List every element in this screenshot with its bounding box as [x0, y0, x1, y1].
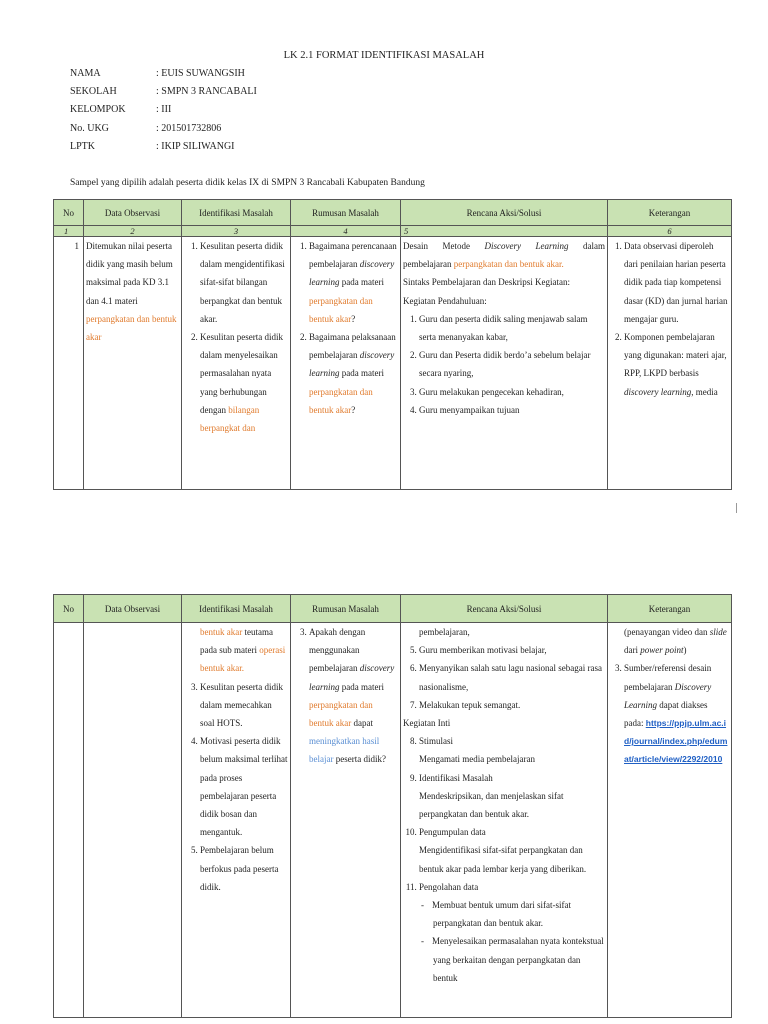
- step-title: 9. Identifikasi Masalah: [419, 772, 493, 783]
- keterangan-cell: [608, 623, 732, 1018]
- method-paragraph: [403, 237, 605, 273]
- question-highlight: perpangkatan dan bentuk akar: [309, 699, 373, 729]
- question-blue: meningkatkan hasil belajar: [309, 736, 380, 765]
- note-text: (penayangan video dan: [624, 627, 710, 637]
- question-text: ?: [351, 313, 356, 324]
- col-number: 2: [84, 226, 182, 237]
- meta-value: : EUIS SUWANGSIH: [156, 68, 245, 79]
- method-text: Desain Metode: [403, 241, 485, 251]
- list-item: 4. Guru menyampaikan tujuan: [419, 401, 605, 419]
- step-desc: Mengamati media pembelajaran: [419, 754, 535, 765]
- meta-row-sekolah: [70, 86, 257, 104]
- list-item: 5. Guru memberikan motivasi belajar,: [419, 641, 605, 659]
- note-text: dari: [624, 645, 641, 656]
- problem-continued: [184, 623, 288, 678]
- meta-label: NAMA: [70, 68, 101, 79]
- page-marker: [736, 503, 737, 513]
- col-number: 5: [401, 226, 608, 237]
- identification-table-2: [53, 594, 732, 1018]
- step-title: 8. Stimulasi: [419, 736, 454, 747]
- question-text: peserta didik?: [333, 754, 386, 765]
- header-data-observasi: Data Observasi: [84, 595, 182, 623]
- question-text: dapat: [351, 718, 373, 729]
- header-row: [54, 200, 732, 226]
- rumusan-cell: [291, 237, 401, 490]
- list-item: 1. Data observasi diperoleh dari penilaian harian peserta didik pada tiap kompetensi dasar (KD) dan jurnal harian mengajar guru.: [624, 237, 729, 328]
- list-item: 2. Guru dan Peserta didik berdo’a sebelum belajar secara nyaring,: [419, 346, 605, 382]
- meta-row-nama: [70, 68, 257, 86]
- meta-row-kelompok: [70, 104, 257, 122]
- question-italic: discovery learning: [309, 663, 395, 692]
- note-text: , media: [691, 386, 718, 397]
- action-continued: pembelajaran,: [419, 627, 470, 637]
- meta-label: KELOMPOK: [70, 104, 126, 116]
- method-highlight: perpangkatan dan bentuk akar.: [453, 259, 564, 270]
- list-item: [624, 328, 729, 401]
- method-text: dalam pembelajaran: [403, 241, 605, 270]
- data-observasi-cell: [84, 237, 182, 490]
- col-number: 1: [54, 226, 84, 237]
- header-keterangan: Keterangan: [608, 200, 732, 226]
- meta-row-lptk: [70, 141, 257, 159]
- question-italic: discovery learning: [309, 259, 395, 288]
- note-text: dapat diakses pada:: [624, 699, 708, 729]
- question-text: Bagaimana pelaksanaan pembelajaran: [309, 332, 396, 361]
- header-rencana-aksi: Rencana Aksi/Solusi: [401, 200, 608, 226]
- step-desc: Mendeskripsikan, dan menjelaskan sifat perpangkatan dan bentuk akar.: [419, 790, 564, 820]
- question-text: pada materi: [339, 368, 384, 379]
- identifikasi-cell: [182, 237, 291, 490]
- row-number-text: 1: [74, 241, 79, 251]
- intro-heading: Kegiatan Pendahuluan:: [403, 295, 487, 306]
- header-identifikasi-masalah: Identifikasi Masalah: [182, 200, 291, 226]
- step-title: 11. Pengolahan data: [419, 881, 479, 892]
- col-number: 6: [608, 226, 732, 237]
- note-text: Sumber/referensi desain pembelajaran: [624, 663, 712, 692]
- sample-statement: Sampel yang dipilih adalah peserta didik kelas IX di SMPN 3 Rancabali Kabupaten Bandung: [70, 178, 425, 188]
- list-item: [419, 732, 605, 768]
- note-italic: discovery learning: [624, 386, 692, 397]
- list-item: 4. Motivasi peserta didik belum maksimal terlihat pada proses pembelajaran peserta didik bosan dan mengantuk.: [200, 732, 288, 841]
- rencana-aksi-cell: [401, 237, 608, 490]
- list-item: [624, 659, 729, 768]
- problem-highlight: bentuk akar: [200, 627, 243, 637]
- observation-text: Ditemukan nilai peserta didik yang masih belum maksimal pada KD 3.1 dan 4.1 materi: [86, 241, 173, 306]
- header-no: No: [54, 200, 84, 226]
- table-row: [54, 237, 732, 490]
- list-item: 3. Kesulitan peserta didik dalam memecahkan soal HOTS.: [200, 678, 288, 733]
- header-row: [54, 595, 732, 623]
- list-item: 7. Melakukan tepuk semangat.: [419, 696, 605, 714]
- col-number: 4: [291, 226, 401, 237]
- dash-item: - Menyelesaikan permasalahan nyata kontekstual yang berkaitan dengan perpangkatan dan bentuk: [433, 932, 605, 987]
- question-text: pada materi: [339, 681, 384, 692]
- meta-label: No. UKG: [70, 122, 109, 134]
- row-number: [54, 623, 84, 1018]
- list-item: 1. Kesulitan peserta didik dalam mengidentifikasi sifat-sifat bilangan berpangkat dan bentuk akar.: [200, 237, 288, 328]
- step-desc: Mengidentifikasi sifat-sifat perpangkatan dan bentuk akar pada lembar kerja yang diberikan.: [419, 845, 587, 874]
- list-item: [419, 769, 605, 824]
- question-text: Bagaimana perencanaan pembelajaran: [309, 241, 397, 270]
- list-item: 6. Menyanyikan salah satu lagu nasional sebagai rasa nasionalisme,: [419, 659, 605, 695]
- note-italic: slide: [709, 627, 727, 637]
- rumusan-cell: [291, 623, 401, 1018]
- list-item: [309, 237, 398, 328]
- header-data-observasi: Data Observasi: [84, 200, 182, 226]
- meta-value: : SMPN 3 RANCABALI: [156, 86, 257, 98]
- problem-highlight: bilangan berpangkat dan: [200, 404, 260, 434]
- column-number-row: [54, 226, 732, 237]
- list-item: 3. Guru melakukan pengecekan kehadiran,: [419, 383, 605, 401]
- data-observasi-cell: [84, 623, 182, 1018]
- meta-row-ukg: [70, 123, 257, 141]
- rencana-aksi-cell: [401, 623, 608, 1018]
- identification-table-1: [53, 199, 732, 490]
- question-highlight: perpangkatan dan bentuk akar: [309, 386, 373, 415]
- row-number: [54, 237, 84, 490]
- list-item: 5. Pembelajaran belum berfokus pada peserta didik.: [200, 841, 288, 896]
- problem-highlight: operasi bentuk akar.: [200, 645, 286, 674]
- core-activity-heading: Kegiatan Inti: [403, 718, 451, 729]
- list-item: [200, 328, 288, 437]
- reference-link[interactable]: https://ppjp.ulm.ac.id/journal/index.php/edumat/article/view/2292/2010: [624, 718, 728, 765]
- problem-text: teutama pada sub materi: [200, 627, 273, 656]
- step-title: 10. Pengumpulan data: [419, 827, 486, 838]
- header-rumusan-masalah: Rumusan Masalah: [291, 595, 401, 623]
- note-text: ): [683, 645, 687, 656]
- dash-item: - Membuat bentuk umum dari sifat-sifat perpangkatan dan bentuk akar.: [433, 896, 605, 932]
- list-item: [309, 623, 398, 769]
- header-no: No: [54, 595, 84, 623]
- list-item: [309, 328, 398, 419]
- keterangan-cell: [608, 237, 732, 490]
- syntax-heading: Sintaks Pembelajaran dan Deskripsi Kegiatan:: [403, 277, 570, 288]
- identity-block: [70, 68, 257, 159]
- header-keterangan: Keterangan: [608, 595, 732, 623]
- meta-value: : III: [156, 104, 172, 116]
- col-number: 3: [182, 226, 291, 237]
- header-rumusan-masalah: Rumusan Masalah: [291, 200, 401, 226]
- note-italic: power point: [640, 645, 684, 656]
- list-item: [419, 878, 605, 987]
- note-italic: Discovery Learning: [624, 681, 712, 710]
- meta-label: SEKOLAH: [70, 86, 117, 98]
- question-text: pada materi: [339, 277, 384, 288]
- note-continued: [610, 623, 729, 659]
- question-italic: discovery learning: [309, 350, 395, 379]
- list-item: 1. Guru dan peserta didik saling menjawab salam serta menanyakan kabar,: [419, 310, 605, 346]
- meta-value: : IKIP SILIWANGI: [156, 140, 235, 152]
- observation-highlight: perpangkatan dan bentuk akar: [86, 313, 177, 343]
- meta-label: LPTK: [70, 140, 95, 152]
- header-rencana-aksi: Rencana Aksi/Solusi: [401, 595, 608, 623]
- list-item: [419, 823, 605, 878]
- identifikasi-cell: [182, 623, 291, 1018]
- question-text: ?: [351, 404, 356, 415]
- question-text: Apakah dengan menggunakan pembelajaran: [309, 627, 366, 674]
- method-italic: Discovery Learning: [484, 241, 569, 251]
- header-identifikasi-masalah: Identifikasi Masalah: [182, 595, 291, 623]
- question-highlight: perpangkatan dan bentuk akar: [309, 295, 373, 324]
- meta-value: : 201501732806: [156, 122, 222, 134]
- problem-text: Kesulitan peserta didik dalam menyelesaikan permasalahan nyata yang berhubungan dengan: [200, 332, 283, 415]
- note-text: Komponen pembelajaran yang digunakan: materi ajar, RPP, LKPD berbasis: [624, 332, 727, 379]
- table-row: [54, 623, 732, 1018]
- page-title: LK 2.1 FORMAT IDENTIFIKASI MASALAH: [283, 50, 485, 61]
